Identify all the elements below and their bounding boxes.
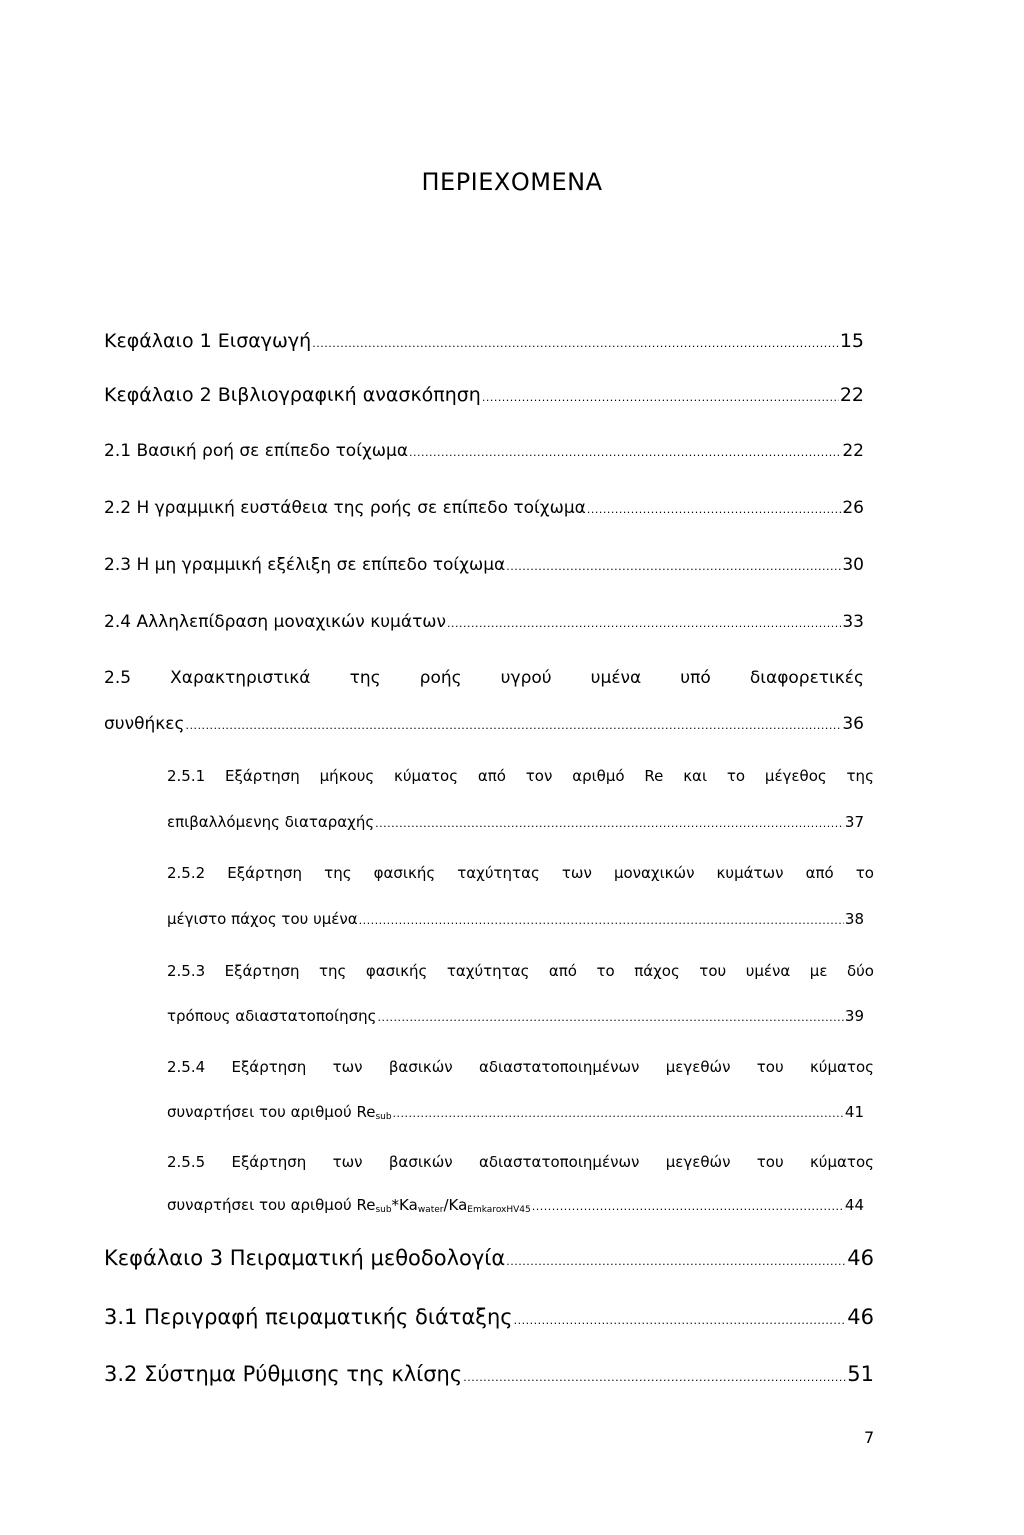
toc-word: του [756,1058,784,1076]
toc-entry-label: συνθήκες [104,714,185,734]
dot-leader [506,560,841,573]
toc-entry-text: συναρτήσει του αριθμού Re [167,1103,376,1121]
toc-entry-page: 41 [844,1103,864,1121]
toc-word: πάχος [634,962,680,980]
toc-word: τον [525,767,553,785]
dot-leader [514,1314,847,1327]
toc-entry-text: /Ka [443,1196,468,1214]
toc-entry-page: 30 [842,555,864,575]
dot-leader [532,1200,844,1213]
toc-word: Re [644,767,664,785]
toc-entry-label: 2.2 Η γραμμική ευστάθεια της ροής σε επίπεδο τοίχωμα [104,498,586,518]
toc-word: υμένα [590,668,642,688]
dot-leader [359,914,844,927]
toc-word: υμένα [745,962,791,980]
toc-word: 2.5.5 [167,1153,206,1171]
toc-entry-label: Κεφάλαιο 2 Βιβλιογραφική ανασκόπηση [104,384,481,406]
toc-entry [167,1103,864,1122]
toc-word: μήκους [319,767,375,785]
dot-leader [482,391,839,404]
toc-word: 2.5.3 [167,962,206,980]
toc-entry-page: 22 [839,384,864,406]
toc-entry-page: 26 [842,498,864,518]
dot-leader [393,1107,844,1120]
toc-entry-text: συναρτήσει του αριθμού Re [167,1196,376,1214]
toc-entry-page: 46 [847,1246,874,1270]
toc-entry-page: 37 [844,813,864,831]
toc-entry [104,1362,874,1386]
toc-word: μεγεθών [665,1153,731,1171]
toc-entry [104,1246,874,1270]
toc-word: φασικής [365,962,428,980]
toc-entry [104,714,864,734]
toc-word: της [349,668,381,688]
toc-word: αδιαστατοποιημένων [478,1058,640,1076]
toc-word: μοναχικών [613,864,695,882]
toc-entry [167,1007,864,1025]
toc-entry-text: *Ka [391,1196,418,1214]
toc-word: των [332,1153,363,1171]
toc-entry-label: Κεφάλαιο 1 Εισαγωγή [104,330,312,352]
toc-entry [167,910,864,928]
toc-word: Χαρακτηριστικά [170,668,311,688]
toc-word: 2.5.2 [167,864,206,882]
toc-entry-page: 15 [839,330,864,352]
toc-word: διαφορετικές [749,668,864,688]
toc-entry [104,441,864,461]
toc-word: κυμάτων [716,864,784,882]
toc-word: της [324,864,352,882]
toc-word: ταχύτητας [446,962,530,980]
toc-word: μεγεθών [665,1058,731,1076]
toc-word: μέγεθος [764,767,827,785]
toc-entry [104,384,864,406]
toc-entry-first-line [167,864,874,882]
toc-word: των [332,1058,363,1076]
toc-word: Εξάρτηση [227,864,303,882]
dot-leader [506,1255,846,1268]
toc-word: και [683,767,708,785]
toc-entry [167,1196,864,1215]
toc-entry-page: 44 [844,1196,864,1214]
toc-entry-page: 22 [842,441,864,461]
toc-word: ροής [419,668,462,688]
dot-leader [312,337,839,350]
toc-entry-first-line [167,1058,874,1076]
toc-word: του [699,962,727,980]
toc-entry-first-line [167,962,874,980]
toc-entry-page: 36 [842,714,864,734]
toc-entry-label: τρόπους αδιαστατοποίησης [167,1007,377,1025]
toc-entry-first-line [104,668,864,688]
toc-entry-first-line [167,767,874,785]
toc-entry-label: Κεφάλαιο 3 Πειραματική μεθοδολογία [104,1246,506,1270]
toc-word: από [805,864,834,882]
toc-entry-label: 3.2 Σύστημα Ρύθμισης της κλίσης [104,1362,463,1386]
toc-entry-label [167,1103,392,1122]
subscript: sub [375,1205,392,1215]
toc-word: 2.5.1 [167,767,206,785]
toc-entry-first-line [167,1153,874,1171]
toc-entry [167,813,864,831]
toc-entry [104,1305,874,1329]
toc-entry-page: 38 [844,910,864,928]
toc-word: με [809,962,828,980]
toc-entry-page: 46 [847,1305,874,1329]
toc-word: υγρού [500,668,552,688]
dot-leader [185,719,841,732]
toc-entry-page: 39 [844,1007,864,1025]
toc-word: ταχύτητας [457,864,540,882]
toc-word: Εξάρτηση [224,962,300,980]
toc-entry-label: 3.1 Περιγραφή πειραματικής διάταξης [104,1305,513,1329]
toc-entry-label: μέγιστο πάχος του υμένα [167,910,358,928]
dot-leader [409,446,841,459]
toc-entry-label: 2.4 Αλληλεπίδραση μοναχικών κυμάτων [104,612,447,632]
dot-leader [587,503,842,516]
subscript: sub [375,1112,392,1122]
dot-leader [377,1011,843,1024]
toc-word: κύματος [809,1058,874,1076]
toc-word: δύο [846,962,874,980]
toc-word: του [756,1153,784,1171]
toc-entry [104,498,864,518]
toc-word: κύματος [394,767,458,785]
toc-entry [104,555,864,575]
toc-entry-label [167,1196,531,1215]
toc-entry-page: 33 [842,612,864,632]
toc-word: της [846,767,874,785]
toc-word: Εξάρτηση [231,1058,307,1076]
toc-word: Εξάρτηση [225,767,300,785]
toc-word: βασικών [388,1153,453,1171]
toc-word: το [726,767,746,785]
toc-word: το [855,864,874,882]
toc-entry-label: 2.1 Βασική ροή σε επίπεδο τοίχωμα [104,441,409,461]
toc-word: αδιαστατοποιημένων [478,1153,640,1171]
subscript: EmkaroxHV45 [467,1205,531,1215]
dot-leader [447,617,841,630]
page-number: 7 [864,1428,875,1447]
toc-word: υπό [680,668,711,688]
toc-word: Εξάρτηση [231,1153,307,1171]
toc-word: φασικής [373,864,436,882]
toc-entry [104,612,864,632]
toc-entry-label: 2.3 Η μη γραμμική εξέλιξη σε επίπεδο τοίχωμα [104,555,506,575]
toc-word: 2.5.4 [167,1058,206,1076]
toc-word: το [596,962,615,980]
dot-leader [463,1371,846,1384]
page-title: ΠΕΡΙΕΧΟΜΕΝΑ [421,168,603,196]
subscript: water [417,1205,444,1215]
toc-entry [104,330,864,352]
toc-entry-page: 51 [847,1362,874,1386]
toc-word: της [318,962,347,980]
toc-word: από [477,767,506,785]
toc-word: κύματος [809,1153,874,1171]
dot-leader [375,817,844,830]
toc-word: 2.5 [104,668,132,688]
toc-word: αριθμό [572,767,625,785]
toc-word: από [548,962,577,980]
toc-word: βασικών [388,1058,453,1076]
toc-entry-label: επιβαλλόμενης διαταραχής [167,813,375,831]
toc-word: των [561,864,592,882]
